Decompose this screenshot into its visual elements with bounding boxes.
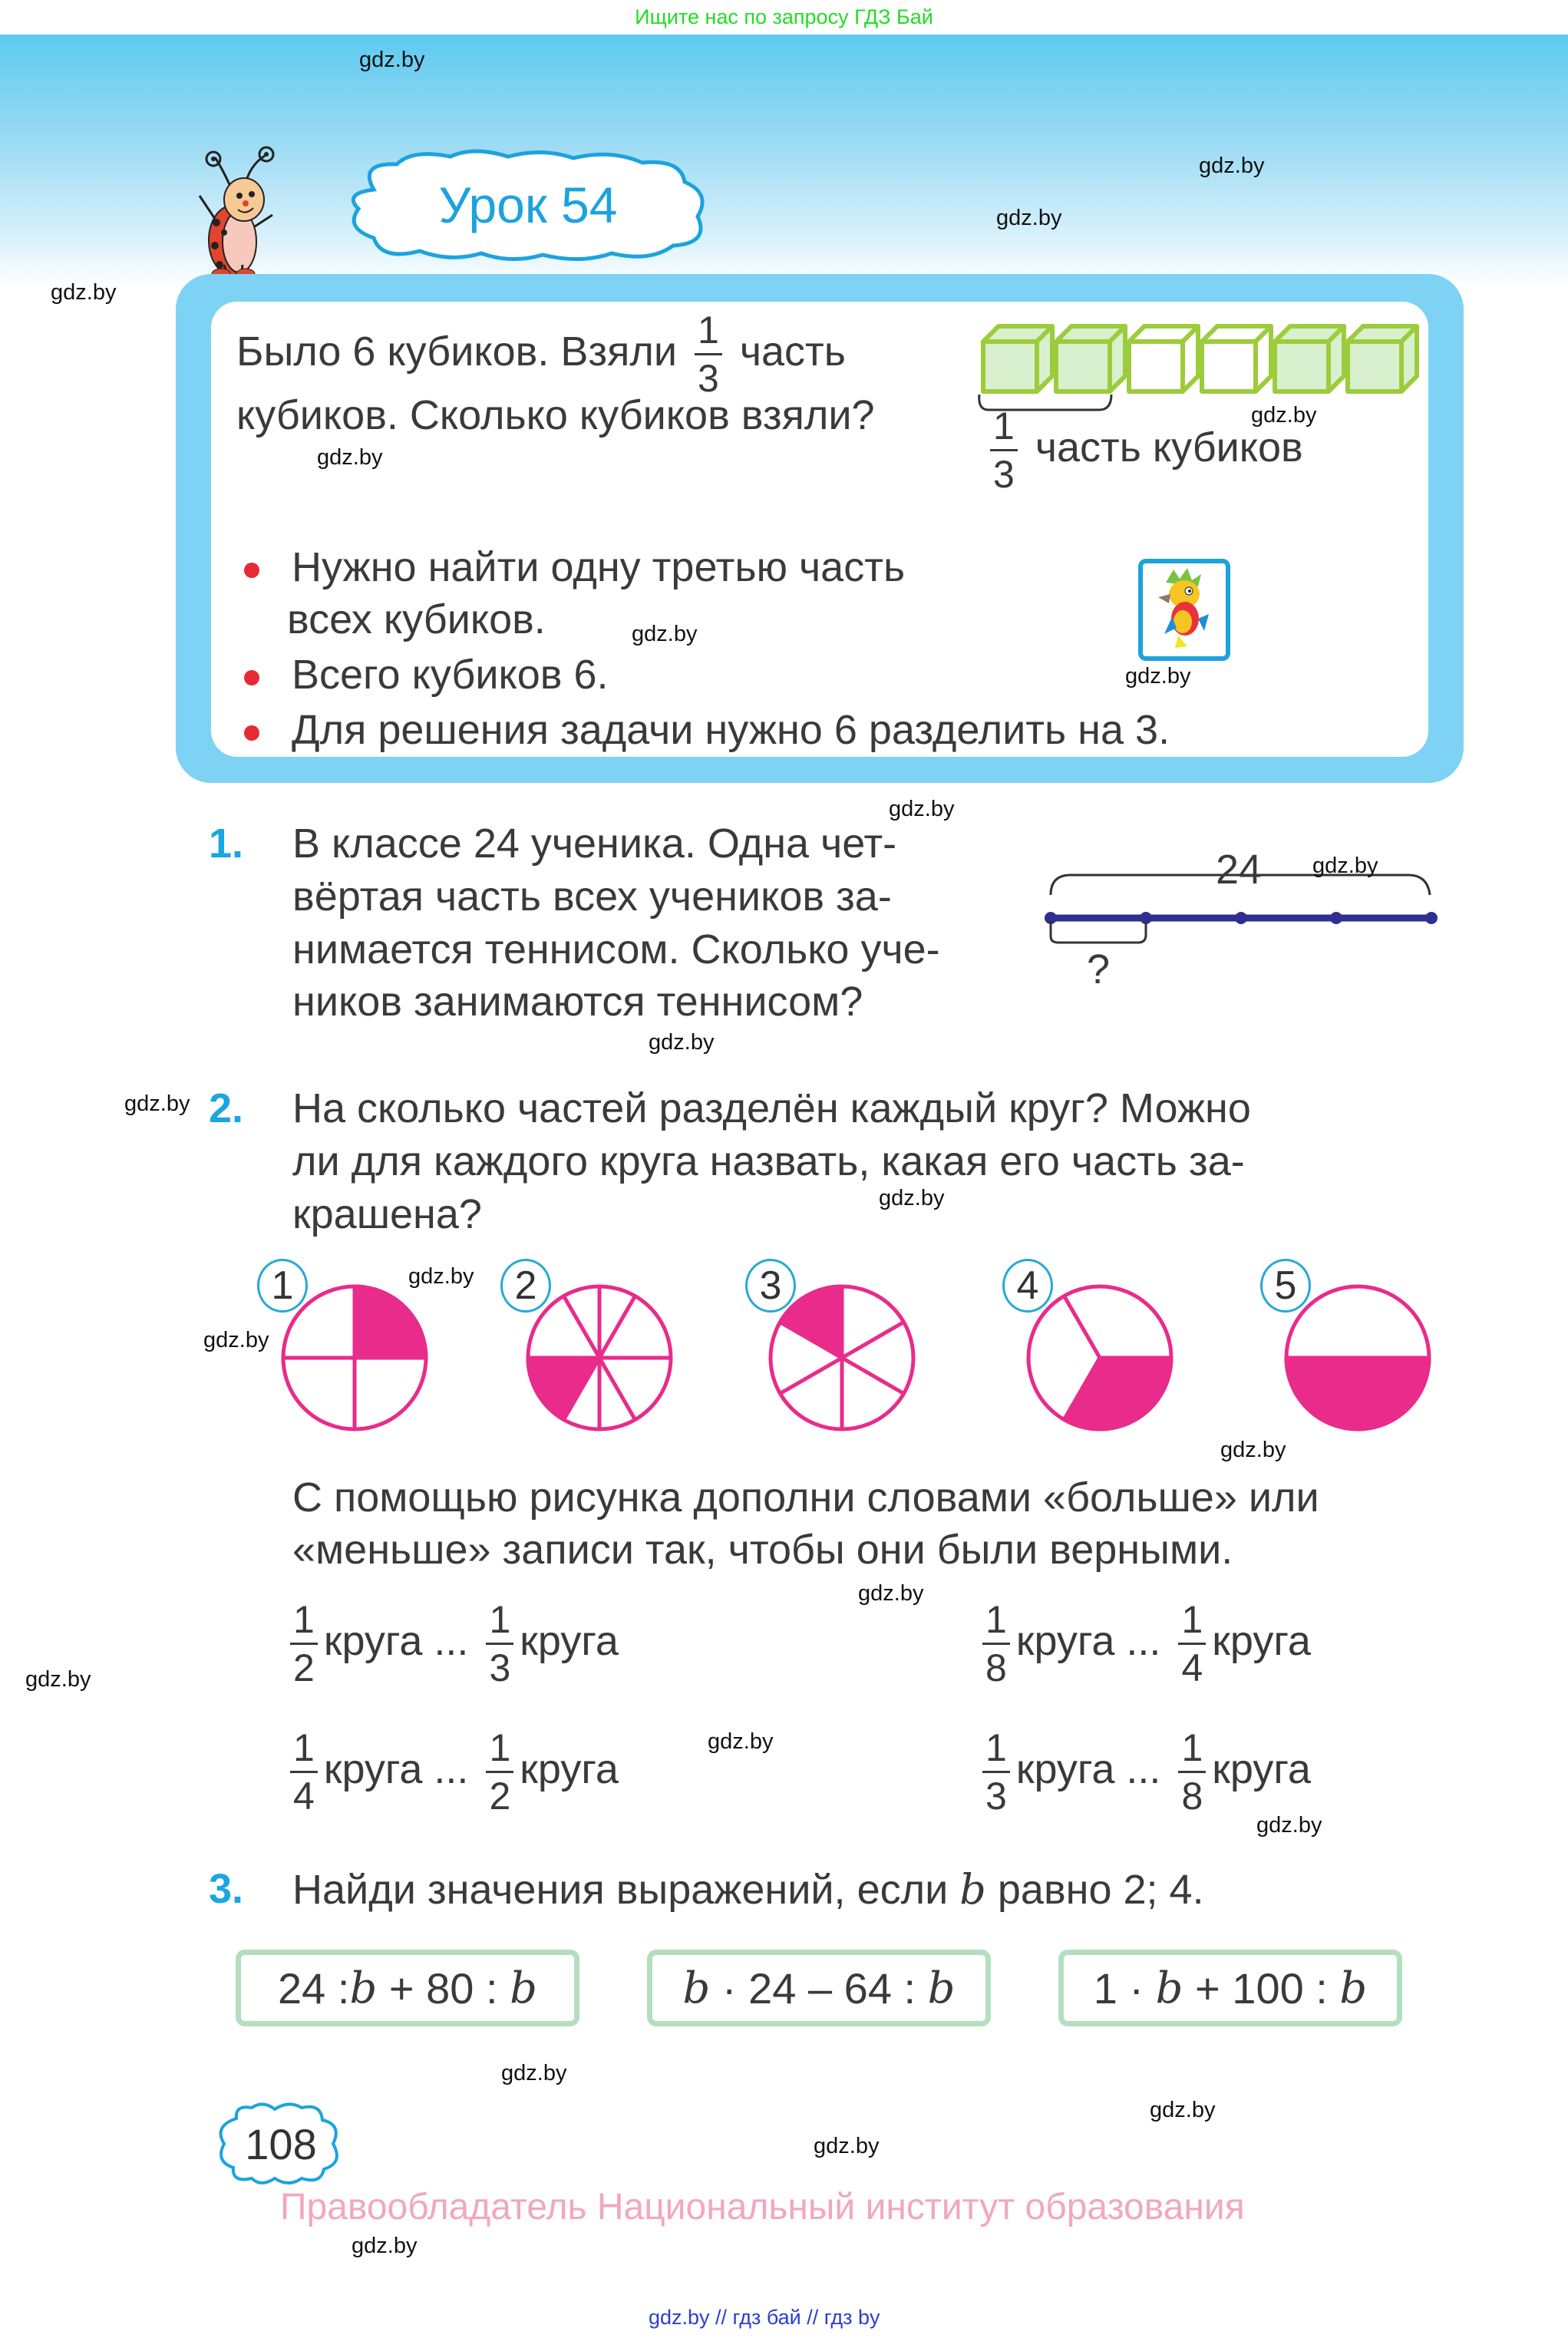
variable: b: [1155, 1963, 1183, 2013]
denominator: 4: [1181, 1646, 1203, 1689]
task1-text: вёртая часть всех учеников за-: [292, 873, 892, 920]
denominator: 8: [985, 1646, 1007, 1689]
task3-text-after: равно 2; 4.: [997, 1867, 1204, 1913]
watermark: gdz.by: [996, 206, 1062, 230]
brace-label-text: часть кубиков: [1035, 424, 1303, 471]
watermark: gdz.by: [649, 1030, 715, 1055]
task3-text: [292, 1865, 1204, 1914]
expr-part: · 24 – 64 :: [710, 1963, 928, 2013]
watermark: gdz.by: [1125, 664, 1191, 689]
bullet-icon: [244, 725, 259, 741]
comparison: [290, 1726, 619, 1818]
circle-label: 4: [1002, 1259, 1053, 1313]
blank-placeholder: ...: [434, 1745, 469, 1792]
comparison: [982, 1726, 1311, 1818]
lesson-title: Урок 54: [438, 177, 618, 233]
number-line-total-label: 24: [1216, 847, 1263, 893]
watermark: gdz.by: [1251, 403, 1317, 428]
expr-part: 24 :: [278, 1963, 350, 2013]
task1-text: нимается теннисом. Сколько уче-: [292, 926, 940, 973]
parrot-icon: [1138, 559, 1230, 661]
fraction-bar: [1178, 1643, 1206, 1645]
fraction: [486, 1600, 513, 1687]
word: круга: [520, 1617, 619, 1664]
watermark: gdz.by: [51, 280, 117, 305]
intro-text: Было 6 кубиков. Взяли: [236, 328, 678, 375]
numerator: 1: [993, 405, 1015, 447]
variable: b: [349, 1963, 378, 2013]
watermark: gdz.by: [124, 1091, 190, 1116]
fraction: [290, 1726, 318, 1818]
denominator: 2: [293, 1646, 315, 1689]
brace-label: [990, 407, 1303, 494]
fraction: [290, 1600, 318, 1687]
word: круга: [1212, 1745, 1311, 1792]
bullet-item: [244, 706, 1170, 754]
fraction: [982, 1726, 1010, 1818]
watermark: gdz.by: [1199, 154, 1265, 178]
fraction: [1178, 1726, 1206, 1818]
watermark: gdz.by: [317, 445, 383, 470]
fraction: [695, 311, 722, 398]
number-line-part-label: ?: [1087, 946, 1111, 992]
fraction: [982, 1600, 1010, 1687]
fraction-bar: [486, 1771, 513, 1773]
blank-placeholder: ...: [1126, 1617, 1161, 1664]
numerator: 1: [489, 1726, 511, 1769]
fraction-bar: [290, 1771, 318, 1773]
word: круга: [323, 1745, 423, 1792]
comparison: [290, 1600, 619, 1687]
fraction-bar: [990, 449, 1018, 451]
watermark: gdz.by: [1150, 2098, 1216, 2122]
expr-part: 1 ·: [1093, 1963, 1156, 2013]
denominator: 3: [985, 1775, 1007, 1818]
expr-part: + 80 :: [377, 1963, 510, 2013]
intro-line-1: [236, 311, 846, 398]
variable: b: [927, 1963, 956, 2013]
watermark: gdz.by: [889, 797, 955, 821]
expression-box: [1058, 1950, 1402, 2026]
circle-label: 3: [745, 1259, 796, 1313]
task2-instruction: «меньше» записи так, чтобы они были верными.: [292, 1527, 1233, 1573]
watermark: gdz.by: [1312, 854, 1378, 878]
expr-part: + 100 :: [1183, 1963, 1340, 2013]
page-number: 108: [245, 2119, 317, 2168]
fraction: [1178, 1600, 1206, 1687]
blank-placeholder: ...: [434, 1617, 469, 1664]
blank-placeholder: ...: [1126, 1745, 1161, 1792]
task2-text: крашена?: [292, 1191, 482, 1237]
top-banner: Ищите нас по запросу ГДЗ Бай: [0, 0, 1568, 35]
fraction-bar: [982, 1771, 1010, 1773]
fraction-bar: [695, 353, 722, 355]
bullet-text: Нужно найти одну третью часть: [292, 544, 906, 590]
watermark: gdz.by: [25, 1667, 91, 1692]
task1-text: В классе 24 ученика. Одна чет-: [292, 821, 897, 867]
circle-label: 5: [1260, 1259, 1311, 1313]
expression-box: [647, 1950, 991, 2026]
word: круга: [1212, 1617, 1311, 1664]
footer-links[interactable]: gdz.by // гдз бай // гдз by: [649, 2306, 880, 2329]
numerator: 1: [698, 309, 719, 352]
bullet-item-continued: всех кубиков.: [287, 596, 546, 642]
denominator: 4: [293, 1775, 315, 1818]
bullet-text: Всего кубиков 6.: [292, 652, 609, 698]
denominator: 8: [1181, 1775, 1203, 1818]
fraction-bar: [982, 1643, 1010, 1645]
bullet-item: [244, 651, 609, 698]
watermark: gdz.by: [858, 1581, 924, 1606]
numerator: 1: [293, 1726, 315, 1769]
intro-line-2: кубиков. Сколько кубиков взяли?: [236, 392, 875, 438]
fraction-bar: [486, 1643, 513, 1645]
task2-text: На сколько частей разделён каждый круг? Можно: [292, 1085, 1251, 1131]
numerator: 1: [489, 1598, 511, 1641]
watermark: gdz.by: [408, 1264, 474, 1289]
variable: b: [510, 1963, 537, 2013]
task-number: 3.: [209, 1866, 244, 1912]
task1-text: ников занимаются теннисом?: [292, 979, 863, 1025]
watermark: gdz.by: [814, 2134, 880, 2158]
lesson-title-cloud: [343, 147, 713, 263]
intro-text: часть: [739, 328, 846, 375]
expression-box: [236, 1950, 579, 2026]
denominator: 2: [489, 1775, 511, 1818]
page-number-cloud: [213, 2102, 348, 2186]
watermark: gdz.by: [359, 48, 425, 72]
watermark: gdz.by: [708, 1729, 774, 1754]
numerator: 1: [1181, 1598, 1203, 1641]
variable: b: [1339, 1963, 1368, 2013]
ladybug-mascot-icon: [192, 142, 299, 284]
fraction: [990, 407, 1018, 494]
bullet-item: [244, 543, 905, 591]
bullet-icon: [244, 563, 259, 578]
word: круга: [323, 1617, 423, 1664]
task2-text: ли для каждого круга назвать, какая его часть за-: [292, 1138, 1245, 1184]
circle-label: 1: [257, 1259, 308, 1313]
denominator: 3: [698, 357, 719, 400]
watermark: gdz.by: [203, 1328, 269, 1352]
variable: b: [959, 1865, 986, 1914]
watermark: gdz.by: [1256, 1813, 1322, 1838]
comparison: [982, 1600, 1311, 1687]
cubes-illustration: [979, 322, 1424, 403]
task-number: 1.: [209, 821, 244, 867]
denominator: 3: [489, 1646, 511, 1689]
numerator: 1: [985, 1598, 1007, 1641]
watermark: gdz.by: [1220, 1438, 1286, 1462]
numerator: 1: [1181, 1726, 1203, 1769]
fraction: [486, 1726, 513, 1818]
bullet-text: Для решения задачи нужно 6 разделить на 3.: [292, 707, 1170, 753]
watermark: gdz.by: [352, 2234, 418, 2258]
variable: b: [682, 1963, 711, 2013]
denominator: 3: [993, 453, 1015, 496]
numerator: 1: [985, 1726, 1007, 1769]
numerator: 1: [293, 1598, 315, 1641]
task-number: 2.: [209, 1085, 244, 1131]
word: круга: [1015, 1745, 1115, 1792]
task3-text-before: Найди значения выражений, если: [292, 1867, 949, 1913]
copyright-notice: Правообладатель Национальный институт образования: [280, 2187, 1245, 2227]
word: круга: [1015, 1617, 1115, 1664]
word: круга: [520, 1745, 619, 1792]
watermark: gdz.by: [632, 622, 698, 646]
fraction-bar: [1178, 1771, 1206, 1773]
bullet-icon: [244, 670, 259, 685]
fraction-bar: [290, 1643, 318, 1645]
task2-instruction: С помощью рисунка дополни словами «больше» или: [292, 1474, 1319, 1521]
watermark: gdz.by: [879, 1186, 945, 1210]
circle-label: 2: [500, 1259, 551, 1313]
watermark: gdz.by: [501, 2061, 567, 2085]
